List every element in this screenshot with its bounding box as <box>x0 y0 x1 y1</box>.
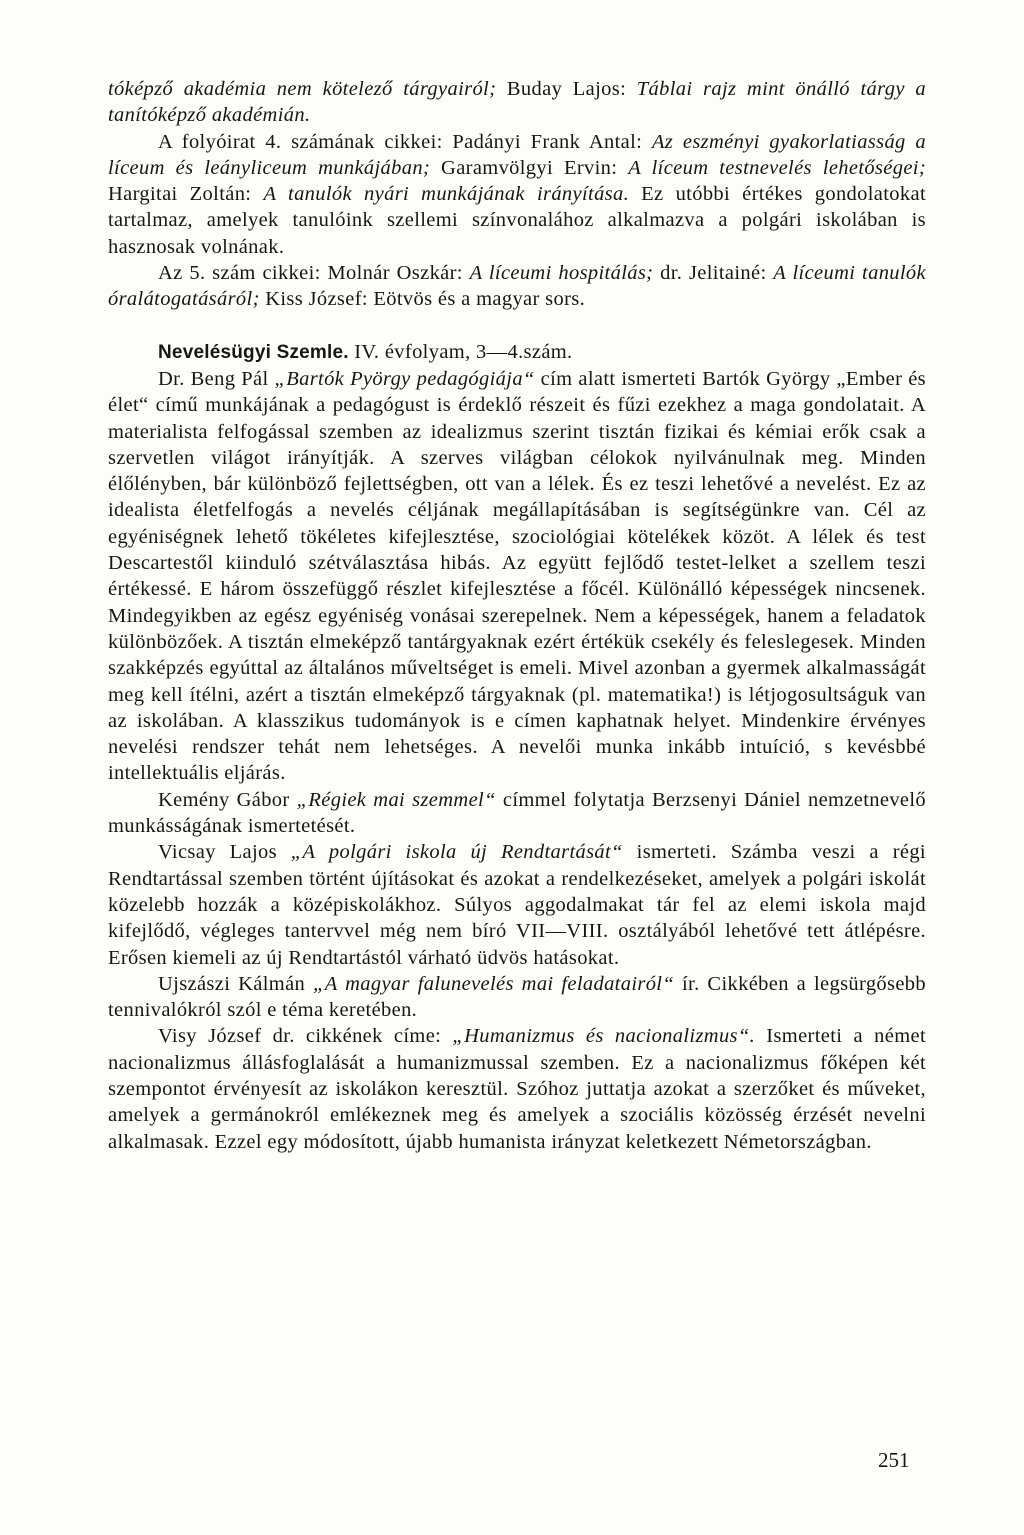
paragraph-p3 <box>108 260 926 313</box>
text-segment: Ujszászi Kálmán <box>158 972 313 995</box>
text-segment: Garamvölgyi Ervin: <box>430 156 629 179</box>
text-segment: Ismerteti a német nacionalizmus állásfoglalását a humanizmussal szemben. Ez a nacionalizmus főképen két szempontot érvényesít az iskolákon keresztül. Szóhoz juttatja azokat a szerzőket és műveket, amelyek a germánokról emlékeznek meg és amelyek a szociális közösség érzését nevelni alkalmasak. Ezzel egy módosított, újabb humanista irányzat keletkezett Németországban. <box>108 1025 926 1153</box>
journal-title: Nevelésügyi Szemle. <box>158 341 349 363</box>
italic-title: „Humanizmus és nacionalizmus“. <box>452 1025 756 1048</box>
text-segment: A folyóirat 4. számának cikkei: Padányi Frank Antal: <box>158 130 652 153</box>
italic-title: A líceumi tanulók óralátogatásáról; <box>108 262 926 311</box>
text-segment: Buday Lajos: <box>496 78 637 100</box>
italic-title: „A polgári iskola új Rendtartását“ <box>290 841 623 864</box>
italic-title: A líceumi hospitálás; <box>469 262 654 285</box>
italic-title: A líceum testnevelés lehetőségei; <box>628 156 927 179</box>
section-gap <box>108 313 926 339</box>
text-segment: Az 5. szám cikkei: Molnár Oszkár: <box>158 262 470 285</box>
italic-title: tóképző akadémia nem kötelező tárgyairól; <box>108 78 497 100</box>
italic-title: A tanulók nyári munkájának irányítása. <box>263 183 630 206</box>
text-segment: Kemény Gábor <box>158 788 297 811</box>
italic-title: Táblai rajz mint önálló tárgy a tanítóképző akadémián. <box>108 78 926 127</box>
paragraph-p4 <box>108 339 926 366</box>
paragraph-p5 <box>108 366 926 787</box>
text-segment: IV. évfolyam, 3—4.szám. <box>348 340 573 363</box>
text-segment: Ez utóbbi értékes gondolatokat tartalmaz, amelyek tanulóink szellemi színvonalához alkalmazva a polgári iskolában is hasznosak volnának. <box>108 183 926 258</box>
text-segment: Hargitai Zoltán: <box>108 183 264 206</box>
text-segment: ír. Cikkében a legsürgősebb tennivalókról szól e téma keretében. <box>108 972 926 1022</box>
paragraph-p6 <box>108 787 926 840</box>
italic-title: „A magyar falunevelés mai feladatairól“ <box>313 972 675 995</box>
text-segment: címmel folytatja Berzsenyi Dániel nemzetnevelő munkásságának ismertetését. <box>108 788 927 838</box>
paragraph-p8 <box>108 971 926 1024</box>
text-column <box>108 76 926 1155</box>
text-segment: Vicsay Lajos <box>158 841 291 864</box>
text-segment: dr. Jelitainé: <box>653 262 774 285</box>
italic-title: „Régiek mai szemmel“ <box>296 788 496 811</box>
text-segment: Dr. Beng Pál <box>158 367 275 390</box>
paragraph-p2 <box>108 129 926 260</box>
text-segment: ismerteti. Számba veszi a régi Rendtartással szemben történt újításokat és azokat a rendelkezéseket, amelyek a polgári iskolát közelebb hozzák a középiskolákhoz. Súlyos aggodalmakat tár fel az elemi iskola majd kifejlődő, végleges tantervvel még nem bíró VII—VIII. osztályából lehetővé tett átlépésre. Erősen kiemeli az új Rendtartástól várható üdvös hatásokat. <box>108 841 926 969</box>
page-number: 251 <box>878 1448 910 1472</box>
paragraph-p9 <box>108 1023 926 1154</box>
italic-title: „Bartók Pyörgy pedagógiája“ <box>274 367 535 390</box>
text-segment: Visy József dr. cikkének címe: <box>158 1025 453 1048</box>
text-segment: cím alatt ismerteti Bartók György „Ember és élet“ című munkájának a pedagógust is érdeklő részeit és fűzi ezekhez a maga gondolatait. A materialista felfogással szemben az idealizmus szerint tisztán fizikai és kémiai erők csak a szervetlen világot irányítják. A szerves világban célokok nyilvánulnak meg. Minden élőlényben, bár különböző fejlettségben, ott van a lélek. És ez teszi lehetővé a nevelést. Ez az idealista életfelfogás a nevelés céljának megállapításában is segítségünkre van. Cél az egyéniségnek lehető tökéletes kifejlesztése, szociológiai kötelékek közöt. A lélek és test Descartestől kiinduló szétválasztása hibás. Az együtt fejlődő testet-lelket a szellem teszi értékessé. E három összefüggő részlet kifejlesztése a főcél. Különálló képességek nincsenek. Mindegyikben az egész egyéniség vonásai szerepelnek. Nem a képességek, hanem a feladatok különbözőek. A tisztán elmeképző tantárgyaknak ezért értékük csekély és feleslegesek. Minden szakképzés egyúttal az általános műveltséget is emeli. Mivel azonban a gyermek alkalmasságát meg kell ítélni, azért a tisztán elmeképző tárgyaknak (pl. matematika!) is létjogosultságuk van az iskolában. A klasszikus tudományok is e címen kaphatnak helyet. Mindenkire érvényes nevelési rendszer tehát nem lehetséges. A nevelői munka inkább intuíció, s kevésbbé intellektuális eljárás. <box>108 367 926 785</box>
paragraph-p1 <box>108 76 926 129</box>
text-segment: Kiss József: Eötvös és a magyar sors. <box>259 288 586 311</box>
paragraph-p7 <box>108 839 926 970</box>
italic-title: Az eszményi gyakorlatiasság a líceum és leányliceum munkájában; <box>108 130 926 179</box>
